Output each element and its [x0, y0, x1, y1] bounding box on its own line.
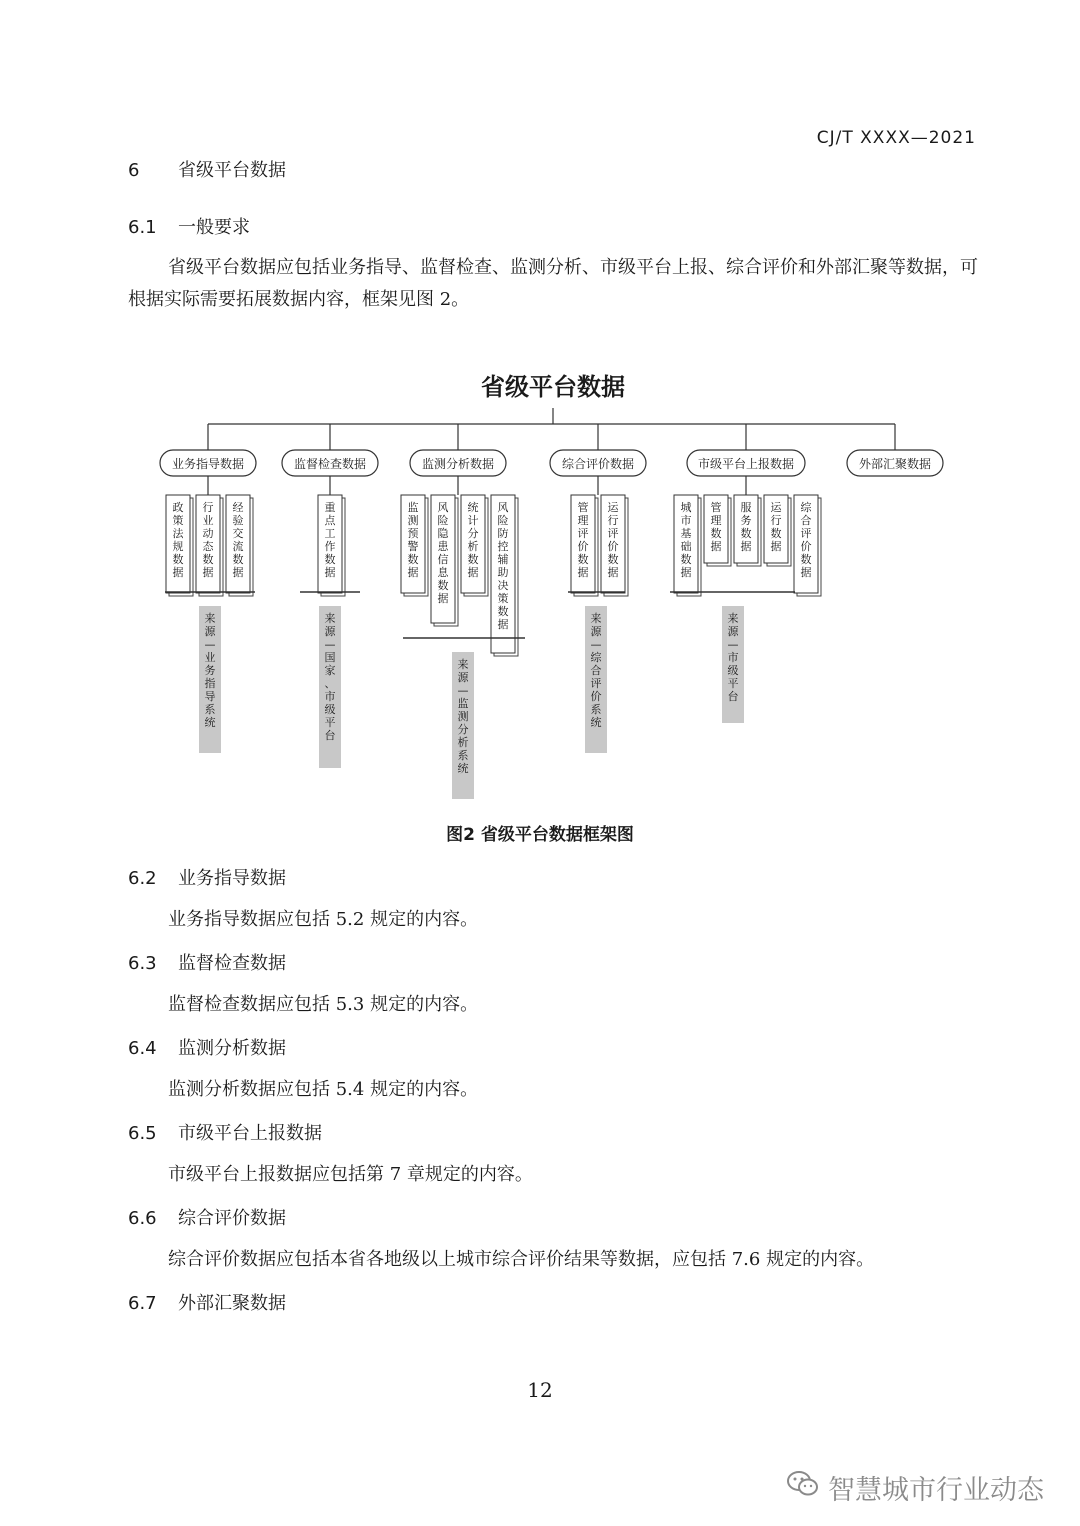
category-label: 业务指导数据 [171, 457, 245, 471]
item-label: 政策法规数据 [172, 501, 184, 579]
section-6-5-paragraph: 市级平台上报数据应包括第 7 章规定的内容。 [168, 1164, 533, 1185]
source-label: 来源—综合评价系统 [590, 612, 602, 729]
source-label: 来源—国家、市级平台 [324, 612, 336, 742]
section-number: 6.3 [128, 953, 157, 974]
page-number: 12 [527, 1378, 553, 1402]
source-label: 来源—市级平台 [727, 612, 739, 703]
section-number: 6.6 [128, 1208, 157, 1229]
source-label: 来源—业务指导系统 [204, 612, 216, 729]
item-label: 风险防控辅助决策数据 [497, 501, 509, 631]
section-title: 业务指导数据 [178, 868, 286, 889]
section-title: 监督检查数据 [178, 953, 286, 974]
category-label: 监测分析数据 [421, 457, 495, 471]
item-label: 监测预警数据 [407, 501, 419, 579]
section-title: 市级平台上报数据 [178, 1123, 322, 1144]
item-label: 统计分析数据 [467, 501, 479, 579]
item-label: 服务数据 [740, 501, 752, 553]
standard-code: CJ/T XXXX—2021 [816, 128, 976, 148]
section-number: 6.5 [128, 1123, 157, 1144]
figure-caption: 图2 省级平台数据框架图 [446, 825, 634, 845]
section-6-heading [128, 156, 286, 182]
section-6-2-heading [128, 864, 286, 890]
item-label: 运行评价数据 [607, 501, 619, 579]
category-label: 市级平台上报数据 [697, 457, 795, 471]
section-6-3-heading [128, 949, 286, 975]
section-6-5-heading [128, 1119, 322, 1145]
source-label: 来源—监测分析系统 [457, 658, 469, 775]
section-number: 6.2 [128, 868, 157, 889]
section-6-1-paragraph: 省级平台数据应包括业务指导、监督检查、监测分析、市级平台上报、综合评价和外部汇聚等数据，可根据实际需要拓展数据内容，框架见图 2。 [128, 257, 978, 310]
section-title: 综合评价数据 [178, 1208, 286, 1229]
item-label: 重点工作数据 [324, 501, 336, 579]
section-number: 6.4 [128, 1038, 157, 1059]
item-label: 行业动态数据 [202, 501, 214, 579]
item-label: 城市基础数据 [680, 501, 692, 579]
diagram-title: 省级平台数据 [481, 373, 625, 401]
section-6-1-heading [128, 213, 250, 239]
category-label: 综合评价数据 [561, 457, 635, 471]
item-label: 管理评价数据 [577, 501, 589, 579]
item-label: 管理数据 [710, 501, 722, 553]
section-6-3-paragraph: 监督检查数据应包括 5.3 规定的内容。 [168, 994, 479, 1015]
section-6-2-paragraph: 业务指导数据应包括 5.2 规定的内容。 [168, 909, 479, 930]
section-6-6-heading [128, 1204, 286, 1230]
section-number: 6.1 [128, 217, 157, 238]
section-title: 省级平台数据 [178, 160, 286, 181]
section-6-4-paragraph: 监测分析数据应包括 5.4 规定的内容。 [168, 1079, 479, 1100]
section-title: 外部汇聚数据 [178, 1293, 286, 1314]
item-label: 运行数据 [770, 501, 782, 553]
item-label: 综合评价数据 [800, 501, 812, 579]
watermark-text: 智慧城市行业动态 [828, 1475, 1044, 1506]
section-number: 6.7 [128, 1293, 157, 1314]
item-label: 经验交流数据 [232, 501, 244, 579]
section-title: 监测分析数据 [178, 1038, 286, 1059]
wechat-icon [786, 1469, 820, 1506]
section-title: 一般要求 [178, 217, 250, 238]
category-label: 监督检查数据 [293, 457, 367, 471]
item-label: 风险隐患信息数据 [437, 501, 449, 605]
section-6-7-heading [128, 1289, 286, 1315]
section-6-4-heading [128, 1034, 286, 1060]
watermark [786, 1468, 1044, 1507]
section-6-6-paragraph: 综合评价数据应包括本省各地级以上城市综合评价结果等数据，应包括 7.6 规定的内容。 [168, 1249, 875, 1270]
section-number: 6 [128, 160, 140, 181]
framework-diagram [0, 340, 1080, 810]
category-label: 外部汇聚数据 [858, 457, 932, 471]
